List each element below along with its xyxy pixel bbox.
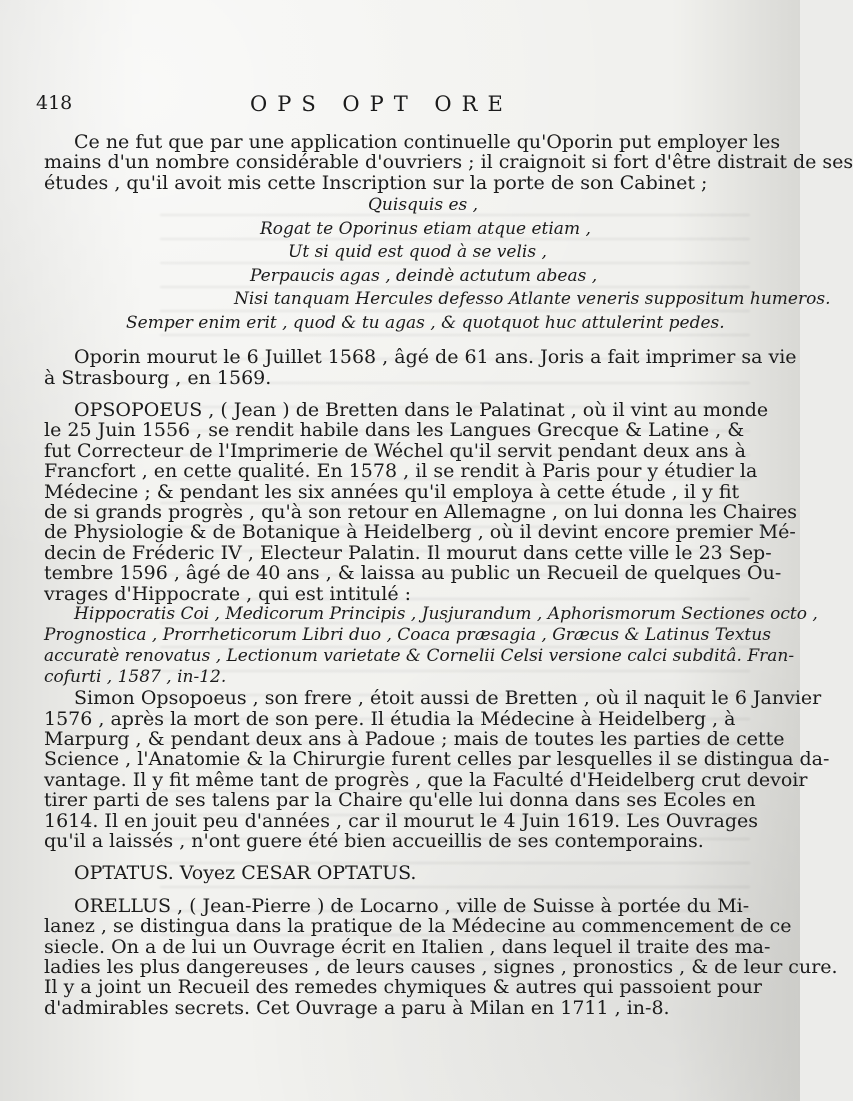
text-line: decin de Fréderic IV , Electeur Palatin. Il mourut dans cette ville le 23 Sep-: [44, 541, 772, 564]
text-line: Il y a joint un Recueil des remedes chymiques & autres qui passoient pour: [44, 976, 762, 999]
text-line: 1614. Il en jouit peu d'années , car il mourut le 4 Juin 1619. Les Ouvrages: [44, 809, 758, 832]
entry-heading-line: ORELLUS , ( Jean-Pierre ) de Locarno , ville de Suisse à portée du Mi-: [74, 894, 750, 917]
text-line: Marpurg , & pendant deux ans à Padoue ; mais de toutes les parties de cette: [44, 727, 785, 750]
text-line: à Strasbourg , en 1569.: [44, 366, 272, 389]
text-line: 1576 , après la mort de son pere. Il étudia la Médecine à Heidelberg , à: [44, 707, 736, 730]
running-title: OPS OPT ORE: [250, 92, 513, 116]
text-line: Médecine ; & pendant les six années qu'il employa à cette étude , il y fit: [44, 480, 740, 503]
text-line: tirer parti de ses talens par la Chaire qu'elle lui donna dans ses Ecoles en: [44, 789, 756, 812]
poem-line: Nisi tanquam Hercules defesso Atlante veneris suppositum humeros.: [234, 289, 831, 310]
poem-line: Perpaucis agas , deindè actutum abeas ,: [250, 265, 598, 286]
text-line: Oporin mourut le 6 Juillet 1568 , âgé de 61 ans. Joris a fait imprimer sa vie: [74, 346, 797, 369]
text-line: vantage. Il y fit même tant de progrès , que la Faculté d'Heidelberg crut devoir: [44, 768, 808, 791]
text-line: lanez , se distingua dans la pratique de la Médecine au commencement de ce: [44, 915, 792, 938]
opsopoeus-entry: [44, 399, 798, 605]
poem-line: Semper enim erit , quod & tu agas , & quotquot huc attulerint pedes.: [126, 312, 725, 333]
optatus-entry: [44, 863, 764, 883]
opsopoeus-works-list: [44, 604, 818, 688]
text-line: ladies les plus dangereuses , de leurs causes , signes , pronostics , & de leur cure.: [44, 955, 838, 978]
text-line: Francfort , en cette qualité. En 1578 , il se rendit à Paris pour y étudier la: [44, 460, 758, 483]
cross-reference-line: OPTATUS. Voyez CESAR OPTATUS.: [74, 862, 417, 885]
text-line: études , qu'il avoit mis cette Inscription sur la porte de son Cabinet ;: [44, 171, 708, 194]
text-line: qu'il a laissés , n'ont guere été bien accueillis de ses contemporains.: [44, 829, 704, 852]
entry-heading-line: OPSOPOEUS , ( Jean ) de Bretten dans le Palatinat , où il vint au monde: [74, 399, 769, 422]
simon-opsopoeus-entry: [44, 687, 830, 852]
text-line: de si grands progrès , qu'à son retour en Allemagne , on lui donna les Chaires: [44, 501, 798, 524]
text-line: Ce ne fut que par une application continuelle qu'Oporin put employer les: [74, 131, 781, 153]
work-title-line: Hippocratis Coi , Medicorum Principis , Jusjurandum , Aphorismorum Sectiones octo ,: [74, 604, 818, 625]
work-title-line: Prognostica , Prorrheticorum Libri duo , Coaca præsagia , Græcus & Latinus Textus: [44, 625, 771, 646]
text-line: vrages d'Hippocrate , qui est intitulé :: [44, 582, 412, 605]
text-line: tembre 1596 , âgé de 40 ans , & laissa au public un Recueil de quelques Ou-: [44, 562, 782, 585]
intro-paragraph: [44, 131, 853, 194]
orellus-entry: [44, 894, 838, 1019]
poem-line: Ut si quid est quod à se velis ,: [288, 242, 547, 263]
text-line: mains d'un nombre considérable d'ouvriers ; il craignoit si fort d'être distrait de ses: [44, 151, 853, 174]
poem-line: Quisquis es ,: [368, 195, 479, 216]
text-line: d'admirables secrets. Cet Ouvrage a paru à Milan en 1711 , in-8.: [44, 996, 670, 1019]
inscription-poem: [44, 194, 831, 335]
text-line: le 25 Juin 1556 , se rendit habile dans les Langues Grecque & Latine , &: [44, 419, 745, 442]
page-number: 418: [36, 92, 73, 114]
oporin-death-paragraph: [44, 346, 797, 389]
page-content: [44, 131, 853, 1019]
text-line: de Physiologie & de Botanique à Heidelberg , où il devint encore premier Mé-: [44, 521, 796, 544]
text-line: Science , l'Anatomie & la Chirurgie furent celles par lesquelles il se distingua da-: [44, 748, 830, 771]
page-header: [36, 94, 764, 126]
text-line: fut Correcteur de l'Imprimerie de Wéchel qu'il servit pendant deux ans à: [44, 439, 746, 462]
text-line: siecle. On a de lui un Ouvrage écrit en Italien , dans lequel il traite des ma-: [44, 935, 771, 958]
work-title-line: cofurti , 1587 , in-12.: [44, 667, 227, 688]
text-line: Simon Opsopoeus , son frere , étoit aussi de Bretten , où il naquit le 6 Janvier: [74, 687, 822, 710]
spacer: [44, 884, 764, 896]
poem-line: Rogat te Oporinus etiam atque etiam ,: [260, 218, 591, 239]
work-title-line: accuratè renovatus , Lectionum varietate & Cornelii Celsi versione calci subditâ. Fran-: [44, 646, 795, 667]
